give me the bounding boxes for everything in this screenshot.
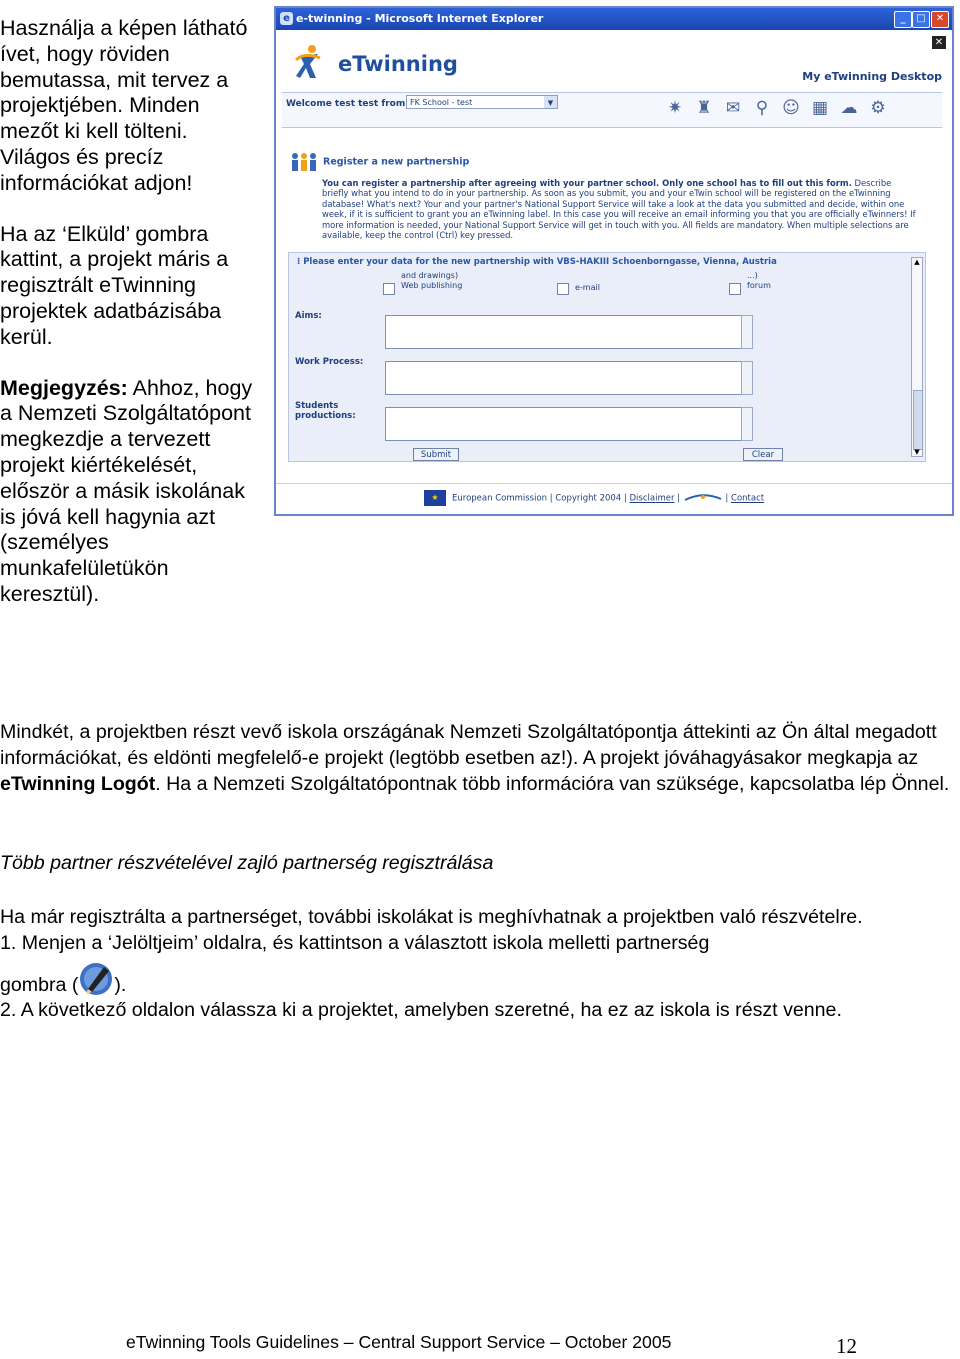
mail-icon[interactable]: ✉	[725, 98, 741, 118]
settings-icon[interactable]: ✷	[667, 98, 683, 118]
footer-text: European Commission | Copyright 2004 | Disclaimer | | Contact	[452, 493, 765, 504]
scroll-thumb[interactable]	[913, 390, 923, 450]
cb-label-forum: ...) forum	[747, 271, 771, 290]
form-scrollbar[interactable]	[911, 257, 923, 457]
form-heading: ⁝ Please enter your data for the new partnership with VBS-HAKIII Schoenborngasse, Vienna, Austria	[297, 257, 777, 267]
clear-button[interactable]: Clear	[743, 448, 783, 461]
disclaimer-link[interactable]: Disclaimer	[629, 493, 675, 504]
step-1: 1. Menjen a ‘Jelöltjeim’ oldalra, és kattintson a választott iskola melletti partnerség	[0, 931, 710, 954]
maximize-icon[interactable]: □	[912, 11, 930, 28]
footer-copyright: Copyright 2004	[555, 493, 622, 504]
aims-scrollbar[interactable]	[741, 315, 753, 349]
scroll-down-icon[interactable]: ▼	[914, 448, 920, 456]
chevron-down-icon: ▼	[544, 96, 557, 108]
students-productions-textarea[interactable]	[385, 407, 743, 441]
section-heading-multi: Több partner részvételével zajló partnerség regisztrálása	[0, 852, 494, 874]
step-2: 2. A következő oldalon válassza ki a projektet, amelyben szeretné, ha ez az iskola is részt venne.	[0, 999, 842, 1022]
side-para-1: Használja a képen látható ívet, hogy röviden bemutassa, mit tervez a projektjében. Minden mezőt ki kell tölteni. Világos és precíz információkat adjon!	[0, 16, 248, 195]
work-process-label: Work Process:	[295, 357, 364, 367]
page-footer-bar	[276, 483, 952, 514]
main-para-2: Ha már regisztrálta a partnerséget, további iskolákat is meghívhatnak a projektben való részvételre.	[0, 906, 863, 928]
instructions-block	[0, 905, 960, 1024]
note-text: Ahhoz, hogy a Nemzeti Szolgáltatópont megkezdje a tervezett projekt kiértékelését, először a másik iskolának is jóvá kell hagynia azt (személyes munkafelületükön keresztül).	[0, 375, 253, 606]
partners-icon[interactable]: ♜	[696, 98, 712, 118]
forum-checkbox[interactable]	[729, 283, 741, 295]
instructions-text: Describe briefly what you intend to do in your partnership. As soon as you submit, you and your eTwin school will be registered on the eTwinning database! What's next? Your and your partner's National Support Service will take a look at the data you submitted and decide, within one week, if it is sufficient to grant you an eTwinning label. In this case you will receive an email informing you that you are officially eTwinners! If more information is needed, your National Support Service will get in touch with you. All fields are mandatory. When multiple selections are available, keep the control (Ctrl) key pressed.	[322, 178, 916, 241]
side-para-2: Ha az ‘Elküld’ gombra kattint, a projekt máris a regisztrált eTwinning projektek adatbázisába kerül.	[0, 221, 229, 349]
school-select-value: FK School - test	[410, 98, 473, 107]
etwinning-small-logo-icon	[683, 493, 723, 503]
section-heading	[290, 152, 469, 172]
side-text	[0, 16, 262, 608]
section-title: Register a new partnership	[323, 156, 470, 168]
window-titlebar	[276, 8, 952, 30]
work-process-textarea[interactable]	[385, 361, 743, 395]
main-para-1: Mindkét, a projektben részt vevő iskola országának Nemzeti Szolgáltatópontja áttekinti az Ön által megadott információkat, és eldönti megfelelő-e projekt (legtöbb esetben az!). A projekt jóváhagyásakor megkapja az eTwinning Logót. Ha a Nemzeti Szolgáltatópontnak több információra van szüksége, kapcsolatba lép Önnel.	[0, 721, 950, 795]
etwinning-figure-icon	[294, 44, 324, 80]
window-title: e-twinning - Microsoft Internet Explorer	[296, 12, 544, 25]
eu-flag-icon: ★	[424, 490, 446, 506]
form-head-icon: ⁝	[297, 257, 304, 267]
footer-ec: European Commission	[452, 493, 548, 504]
browser-window-screenshot	[274, 6, 954, 516]
web-publishing-checkbox[interactable]	[383, 283, 395, 295]
inner-close-icon[interactable]: ✕	[932, 36, 946, 49]
welcome-label: Welcome test test from	[286, 99, 406, 109]
contact-link[interactable]: Contact	[731, 493, 765, 504]
logo-text: eTwinning	[338, 52, 458, 76]
note-label: Megjegyzés:	[0, 375, 128, 400]
etwinning-logo-text: eTwinning Logót	[0, 772, 156, 795]
main-text	[0, 720, 960, 797]
cb-label-email: e-mail	[575, 283, 600, 292]
people-icon[interactable]: ☺	[782, 98, 800, 118]
submit-button[interactable]: Submit	[413, 448, 459, 461]
chat-icon[interactable]: ☁	[840, 98, 858, 118]
page-number: 12	[836, 1334, 857, 1358]
side-note	[0, 376, 262, 608]
page-footer: eTwinning Tools Guidelines – Central Support Service – October 2005	[126, 1332, 672, 1352]
calendar-icon[interactable]: ▦	[811, 98, 829, 118]
desktop-title: My eTwinning Desktop	[802, 70, 942, 83]
welcome-bar	[282, 92, 942, 128]
step-1-cont: gombra ( ).	[0, 961, 960, 999]
search-icon[interactable]: ⚲	[755, 98, 769, 118]
partnership-form	[288, 252, 926, 462]
aims-label: Aims:	[295, 311, 322, 321]
close-icon[interactable]: ✕	[931, 11, 949, 28]
aims-textarea[interactable]	[385, 315, 743, 349]
email-checkbox[interactable]	[557, 283, 569, 295]
scroll-up-icon[interactable]: ▲	[914, 258, 920, 266]
page-content	[276, 30, 952, 514]
partnership-pen-icon	[78, 961, 114, 997]
students-productions-label: Students productions:	[295, 401, 356, 421]
school-select[interactable]	[406, 95, 558, 109]
cb-label-1: and drawings) Web publishing	[401, 271, 463, 290]
students-scrollbar[interactable]	[741, 407, 753, 441]
toolbar-icons	[664, 95, 896, 121]
people-group-icon	[290, 152, 318, 172]
instructions	[322, 178, 916, 240]
ie-icon: e	[280, 12, 293, 25]
instructions-bold: You can register a partnership after agreeing with your partner school. Only one school has to fill out this form.	[322, 178, 852, 188]
work-process-scrollbar[interactable]	[741, 361, 753, 395]
gear-icon[interactable]: ⚙	[870, 98, 886, 118]
minimize-icon[interactable]: _	[894, 11, 912, 28]
